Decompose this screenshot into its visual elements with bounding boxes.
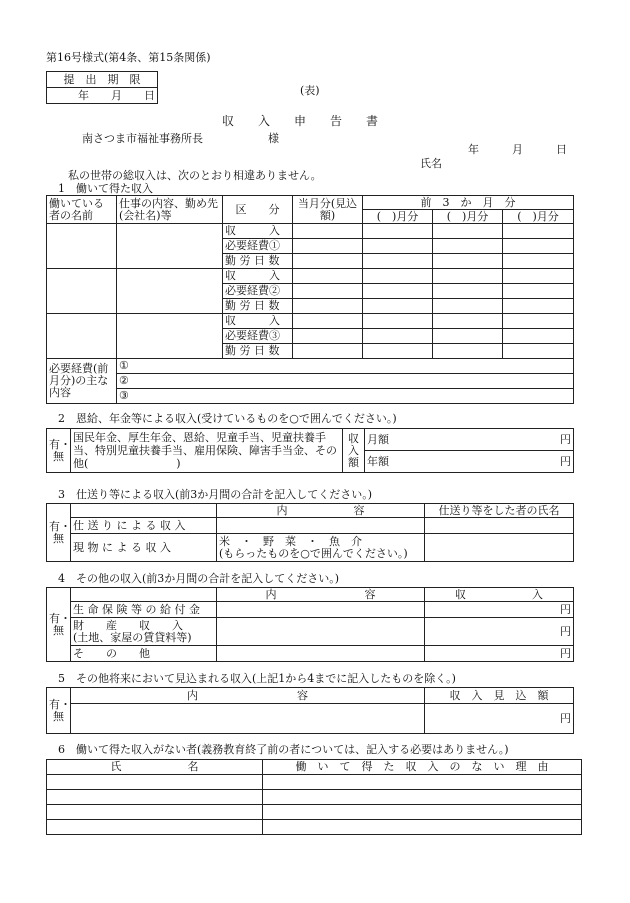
yen-unit: 円 (560, 624, 571, 638)
deadline-box (46, 71, 158, 104)
form-number: 第16号様式(第4条、第15条関係) (46, 51, 211, 64)
section5-table (46, 687, 574, 734)
expense-row-3[interactable] (117, 389, 574, 404)
yen-unit: 円 (560, 711, 571, 725)
insurance-content[interactable] (217, 602, 425, 618)
cell[interactable] (293, 284, 363, 299)
col-kubun: 区 分 (223, 196, 293, 224)
expense-mark: ② (119, 374, 129, 387)
monthly-label: 月額 (367, 432, 389, 446)
yes-no-3[interactable]: 有・無 (47, 504, 71, 562)
name-label: 氏名 (420, 157, 442, 170)
expense-row-1[interactable] (117, 359, 574, 374)
kubun-label: 勤 労 日 数 (223, 344, 293, 359)
col-reason: 働 い て 得 た 収 入 の な い 理 由 (263, 760, 582, 775)
cell[interactable] (363, 269, 433, 284)
cell[interactable] (433, 269, 503, 284)
cell[interactable] (433, 344, 503, 359)
yearly-amount[interactable] (365, 451, 574, 473)
worker-name-1[interactable] (47, 224, 117, 269)
side-label: (表) (300, 84, 320, 97)
property-amount[interactable] (425, 618, 574, 646)
cell[interactable] (363, 314, 433, 329)
property-label-note: (土地、家屋の賃貸料等) (73, 630, 192, 644)
cell[interactable] (433, 329, 503, 344)
expense-row-2[interactable] (117, 374, 574, 389)
no-income-name[interactable] (47, 820, 263, 835)
blank-header (71, 504, 217, 518)
col-current: 当月分(見込額) (293, 196, 363, 224)
section1-title: 1 働いて得た収入 (58, 182, 153, 195)
kubun-label: 必要経費③ (223, 329, 293, 344)
other-content[interactable] (217, 646, 425, 662)
expense-mark: ① (119, 359, 129, 372)
cell[interactable] (503, 284, 574, 299)
kubun-label: 収 入 (223, 224, 293, 239)
job-2[interactable] (117, 269, 223, 314)
pension-items[interactable]: 国民年金、厚生年金、恩給、児童手当、児童扶養手当、特別児童扶養手当、雇用保険、障害手当金、その他( ) (71, 429, 343, 473)
cell[interactable] (503, 329, 574, 344)
kubun-label: 必要経費② (223, 284, 293, 299)
yes-no-2[interactable]: 有・無 (47, 429, 71, 473)
remittance-sender[interactable] (425, 518, 574, 534)
addressee: 南さつま市福祉事務所長 (82, 132, 203, 145)
section1-table (46, 195, 574, 404)
col-sender: 仕送り等をした者の氏名 (425, 504, 574, 518)
in-kind-content[interactable] (217, 534, 425, 562)
cell[interactable] (363, 239, 433, 254)
no-income-reason[interactable] (263, 790, 582, 805)
cell[interactable] (433, 299, 503, 314)
remittance-label: 仕 送 り に よ る 収 入 (71, 518, 217, 534)
cell[interactable] (363, 254, 433, 269)
property-label-main: 財 産 収 入 (73, 618, 183, 632)
cell[interactable] (503, 239, 574, 254)
insurance-amount[interactable] (425, 602, 574, 618)
worker-name-3[interactable] (47, 314, 117, 359)
cell[interactable] (293, 299, 363, 314)
deadline-label: 提 出 期 限 (47, 72, 158, 88)
future-content[interactable] (71, 704, 425, 734)
blank-header (71, 588, 217, 602)
cell[interactable] (293, 269, 363, 284)
no-income-reason[interactable] (263, 775, 582, 790)
section3-title: 3 仕送り等による収入(前3か月間の合計を記入してください。) (58, 488, 373, 501)
cell[interactable] (433, 239, 503, 254)
other-amount[interactable] (425, 646, 574, 662)
property-label (71, 618, 217, 646)
yen-unit: 円 (560, 432, 571, 446)
cell[interactable] (293, 254, 363, 269)
other-label: そ の 他 (71, 646, 217, 662)
no-income-reason[interactable] (263, 820, 582, 835)
goods-list[interactable]: 米 ・ 野 菜 ・ 魚 介 (219, 534, 362, 548)
declaration: 私の世帯の総収入は、次のとおり相違ありません。 (68, 169, 322, 182)
no-income-reason[interactable] (263, 805, 582, 820)
future-amount[interactable] (425, 704, 574, 734)
cell[interactable] (433, 284, 503, 299)
cell[interactable] (433, 224, 503, 239)
yearly-label: 年額 (367, 454, 389, 468)
cell[interactable] (293, 344, 363, 359)
expense-mark: ③ (119, 389, 129, 402)
cell[interactable] (503, 224, 574, 239)
col-expected: 収 入 見 込 額 (425, 688, 574, 704)
col-prev: 前 3 か 月 分 (363, 196, 574, 210)
col-worker: 働いている者の名前 (47, 196, 117, 224)
in-kind-label: 現 物 に よ る 収 入 (71, 534, 217, 562)
cell[interactable] (363, 284, 433, 299)
col-month-2: ( )月分 (433, 210, 503, 224)
kubun-label: 収 入 (223, 269, 293, 284)
section5-title: 5 その他将来において見込まれる収入(上記1から4までに記入したものを除く。) (58, 672, 456, 685)
cell[interactable] (293, 314, 363, 329)
kubun-label: 勤 労 日 数 (223, 254, 293, 269)
section2-title: 2 恩給、年金等による収入(受けているものを○で囲んでください。) (58, 412, 397, 425)
section6-title: 6 働いて得た収入がない者(義務教育終了前の者については、記入する必要はありません。) (58, 743, 509, 756)
job-3[interactable] (117, 314, 223, 359)
col-month-3: ( )月分 (503, 210, 574, 224)
cell[interactable] (503, 254, 574, 269)
worker-name-2[interactable] (47, 269, 117, 314)
col-name: 氏 名 (47, 760, 263, 775)
property-content[interactable] (217, 618, 425, 646)
page-title: 収 入 申 告 書 (222, 114, 379, 128)
yes-no-4[interactable]: 有・無 (47, 588, 71, 662)
cell[interactable] (363, 299, 433, 314)
cell[interactable] (293, 224, 363, 239)
kubun-label: 収 入 (223, 314, 293, 329)
cell[interactable] (503, 269, 574, 284)
col-month-1: ( )月分 (363, 210, 433, 224)
deadline-date[interactable]: 年 月 日 (47, 88, 158, 104)
cell[interactable] (503, 299, 574, 314)
sama-label: 様 (268, 132, 279, 145)
job-1[interactable] (117, 224, 223, 269)
col-content: 内 容 (217, 588, 425, 602)
col-job: 仕事の内容、勤め先(会社名)等 (117, 196, 223, 224)
cell[interactable] (503, 314, 574, 329)
no-income-name[interactable] (47, 805, 263, 820)
col-content: 内 容 (217, 504, 425, 518)
insurance-label: 生 命 保 険 等 の 給 付 金 (71, 602, 217, 618)
section3-table (46, 503, 574, 562)
cell[interactable] (293, 239, 363, 254)
section2-table (46, 428, 574, 473)
monthly-amount[interactable] (365, 429, 574, 451)
cell[interactable] (503, 344, 574, 359)
yen-unit: 円 (560, 646, 571, 660)
section6-table (46, 759, 582, 835)
cell[interactable] (433, 314, 503, 329)
yen-unit: 円 (560, 602, 571, 616)
expense-label: 必要経費(前月分)の主な内容 (47, 359, 117, 404)
goods-note: (もらったものを○で囲んでください。) (219, 546, 408, 560)
in-kind-sender[interactable] (425, 534, 574, 562)
income-label: 収入額 (343, 429, 365, 473)
cell[interactable] (433, 254, 503, 269)
kubun-label: 勤 労 日 数 (223, 299, 293, 314)
no-income-name[interactable] (47, 790, 263, 805)
cell[interactable] (293, 329, 363, 344)
col-income: 収 入 (425, 588, 574, 602)
kubun-label: 必要経費① (223, 239, 293, 254)
no-income-name[interactable] (47, 775, 263, 790)
section4-table (46, 587, 574, 662)
section4-title: 4 その他の収入(前3か月間の合計を記入してください。) (58, 572, 340, 585)
yen-unit: 円 (560, 454, 571, 468)
yes-no-5[interactable]: 有・無 (47, 688, 71, 734)
cell[interactable] (363, 329, 433, 344)
col-content: 内 容 (71, 688, 425, 704)
date-field[interactable]: 年 月 日 (468, 143, 567, 156)
cell[interactable] (363, 224, 433, 239)
cell[interactable] (363, 344, 433, 359)
remittance-content[interactable] (217, 518, 425, 534)
